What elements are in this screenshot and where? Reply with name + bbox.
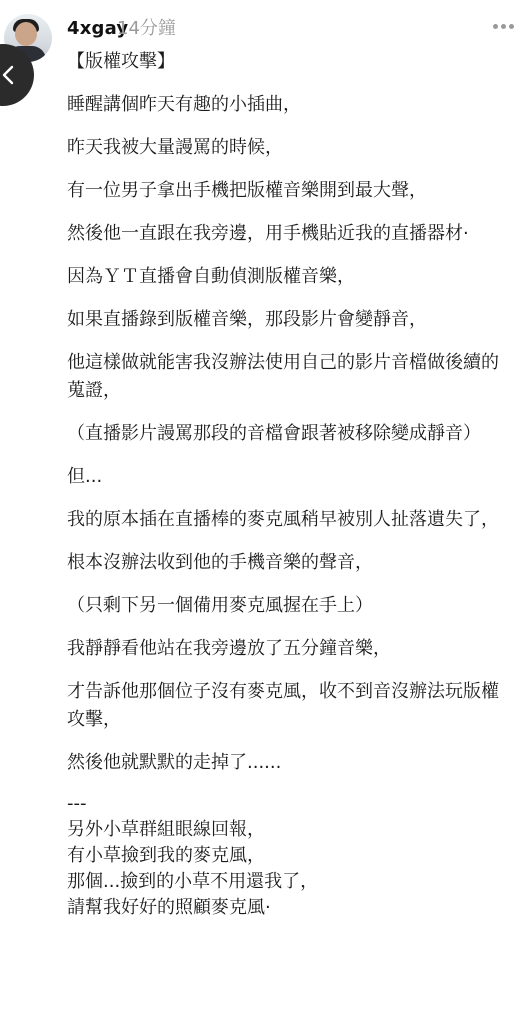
footer-line: 請幫我好好的照顧麥克風· (67, 897, 271, 918)
post-paragraph: 我靜靜看他站在我旁邊放了五分鐘音樂， (67, 638, 391, 659)
post-timestamp: 14分鐘 (117, 18, 176, 39)
post-paragraph: 我的原本插在直播棒的麥克風稍早被別人扯落遺失了， (67, 509, 499, 530)
post-paragraph: （只剩下另一個備用麥克風握在手上） (67, 595, 373, 616)
post-paragraph: 如果直播錄到版權音樂，那段影片會變靜音， (67, 309, 427, 330)
post-paragraph: 有一位男子拿出手機把版權音樂開到最大聲， (67, 180, 427, 201)
more-dot (493, 24, 498, 29)
post-paragraph: 他這樣做就能害我沒辦法使用自己的影片音檔做後續的蒐證， (67, 352, 499, 401)
avatar-face (15, 22, 37, 46)
footer-line: --- (67, 793, 87, 814)
more-horizontal-icon[interactable] (493, 24, 514, 29)
post-body (67, 48, 515, 921)
post-paragraph: 昨天我被大量謾罵的時候， (67, 137, 283, 158)
post-paragraph: 但... (67, 466, 103, 487)
post-footer (67, 791, 515, 921)
post-username[interactable]: 4xgay (67, 18, 129, 39)
post-paragraph: 然後他一直跟在我旁邊，用手機貼近我的直播器材· (67, 223, 469, 244)
post-paragraph: 【版權攻擊】 (67, 51, 175, 72)
post-paragraph: 然後他就默默的走掉了...... (67, 752, 282, 773)
post-paragraph: 因為ＹＴ直播會自動偵測版權音樂， (67, 266, 355, 287)
post-paragraph: 根本沒辦法收到他的手機音樂的聲音， (67, 552, 373, 573)
footer-line: 另外小草群組眼線回報， (67, 819, 265, 840)
more-dot (509, 24, 514, 29)
post-paragraph: （直播影片謾罵那段的音檔會跟著被移除變成靜音） (67, 423, 481, 444)
footer-line: 那個...撿到的小草不用還我了， (67, 871, 319, 892)
post-paragraph: 才告訴他那個位子沒有麥克風，收不到音沒辦法玩版權攻擊， (67, 681, 499, 730)
post-paragraph: 睡醒講個昨天有趣的小插曲， (67, 94, 301, 115)
chevron-left-icon (2, 65, 14, 85)
footer-line: 有小草撿到我的麥克風， (67, 845, 265, 866)
more-dot (501, 24, 506, 29)
